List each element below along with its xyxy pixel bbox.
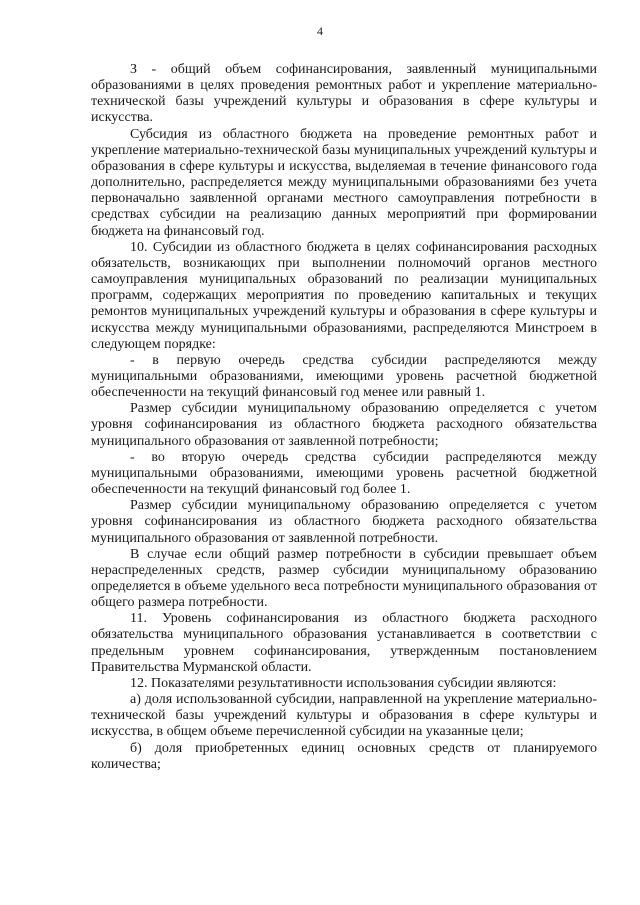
paragraph-first-priority: - в первую очередь средства субсидии распределяются между муниципальными образованиями, имеющими уровень расчетной бюджетной обеспеченности на текущий финансовый год менее или равный 1. (91, 352, 597, 401)
paragraph-item-10: 10. Субсидии из областного бюджета в целях софинансирования расходных обязательств, возникающих при выполнении полномочий органов местного самоуправления муниципальных образований по реализации муниципальных программ, содержащих мероприятия по проведению капитальных и текущих ремонтов муниципальных учреждений культуры и образования в сфере культуры и искусства между муниципальными образованиями, распределяются Минстроем в следующем порядке: (91, 239, 597, 352)
paragraph-total-cofinancing: З - общий объем софинансирования, заявленный муниципальными образованиями в целях проведения ремонтных работ и укрепление материально-технической базы учреждений культуры и образования в сфере культуры и искусства. (91, 62, 597, 126)
page-number: 4 (317, 24, 323, 38)
paragraph-subsidy-size-1: Размер субсидии муниципальному образованию определяется с учетом уровня софинансирования из областного бюджета расходного обязательства муниципального образования от заявленной потребности; (91, 401, 597, 449)
paragraph-second-priority: - во вторую очередь средства субсидии распределяются между муниципальными образованиями, имеющими уровень расчетной бюджетной обеспеченности на текущий финансовый год более 1. (91, 449, 597, 498)
paragraph-item-12: 12. Показателями результативности использования субсидии являются: (130, 675, 557, 691)
paragraph-additional-subsidy: Субсидия из областного бюджета на проведение ремонтных работ и укрепление материально-технической базы муниципальных учреждений культуры и образования в сфере культуры и искусства, выделяемая в течение финансового года дополнительно, распределяется между муниципальными образованиями без учета первоначально заявленной органами местного самоуправления потребности в средствах субсидии на реализацию данных мероприятий при формировании бюджета на финансовый год. (91, 126, 597, 239)
paragraph-excess-demand: В случае если общий размер потребности в субсидии превышает объем нераспределенных средств, размер субсидии муниципальному образованию определяется в объеме удельного веса потребности муниципального образования от общего размера потребности. (91, 546, 597, 611)
paragraph-indicator-a: а) доля использованной субсидии, направленной на укрепление материально-технической базы учреждений культуры и образования в сфере культуры и искусства, в общем объеме перечисленной субсидии на указанные цели; (91, 692, 597, 740)
paragraph-item-11: 11. Уровень софинансирования из областного бюджета расходного обязательства муниципального образования устанавливается в соответствии с предельным уровнем софинансирования, утвержденным постановлением Правительства Мурманской области. (91, 611, 597, 675)
paragraph-subsidy-size-2: Размер субсидии муниципальному образованию определяется с учетом уровня софинансирования из областного бюджета расходного обязательства муниципального образования от заявленной потребности. (91, 498, 597, 546)
document-body (91, 62, 597, 773)
paragraph-indicator-b: б) доля приобретенных единиц основных средств от планируемого количества; (91, 740, 597, 772)
